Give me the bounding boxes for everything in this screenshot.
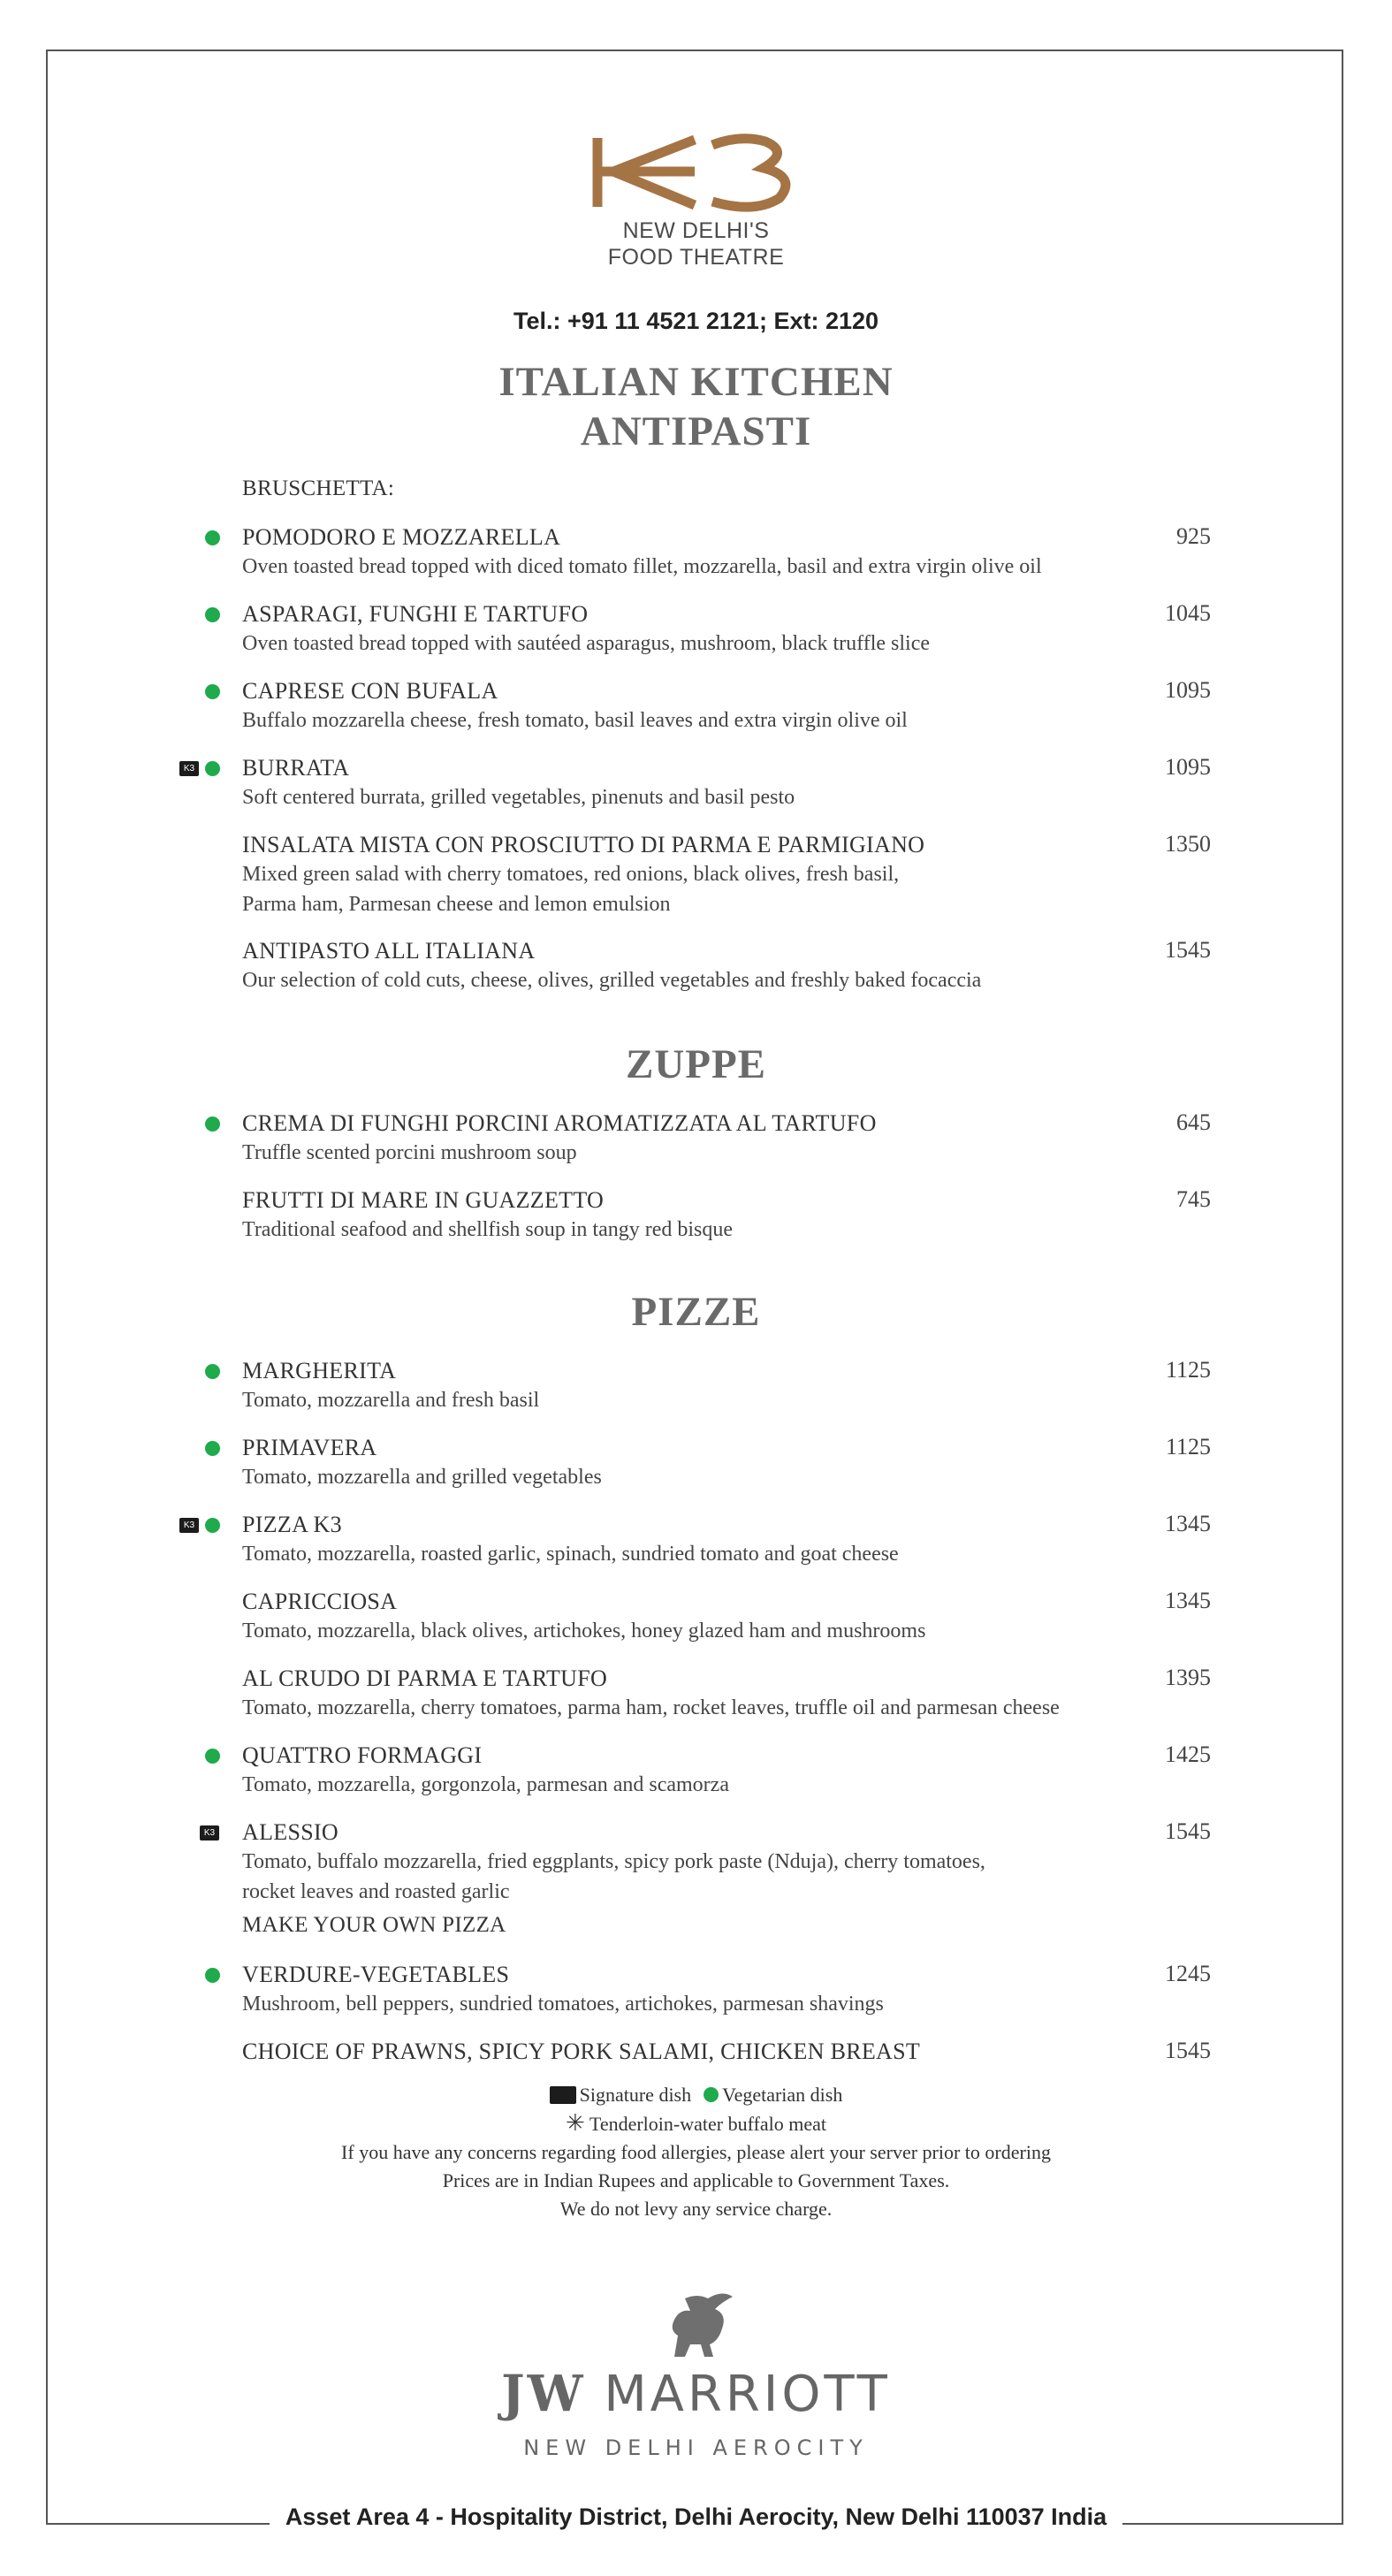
menu-item: [242, 600, 1211, 659]
menu-item-description: Tomato, mozzarella, roasted garlic, spinach, sundried tomato and goat cheese: [242, 1543, 899, 1566]
menu-item-name: INSALATA MISTA CON PROSCIUTTO DI PARMA E PARMIGIANO: [242, 832, 925, 857]
menu-item-price: 925: [1176, 523, 1211, 549]
menu-item-name: CAPRESE CON BUFALA: [242, 678, 498, 704]
pizze-title: PIZZE: [631, 1289, 761, 1335]
menu-item-description: Tomato, mozzarella and fresh basil: [242, 1389, 540, 1412]
menu-item-description: Tomato, mozzarella, cherry tomatoes, parma ham, rocket leaves, truffle oil and parmesan cheese: [242, 1696, 1060, 1719]
asterisk-icon: ✳: [566, 2109, 585, 2136]
buffalo-note-text: Tenderloin-water buffalo meat: [589, 2112, 826, 2135]
service-note: We do not levy any service charge.: [559, 2197, 833, 2220]
menu-item: [242, 1186, 1211, 1245]
brand-name: [0, 2365, 1392, 2423]
menu-item-price: 1545: [1165, 1818, 1211, 1844]
buffalo-note: [0, 2109, 1392, 2138]
kitchen-title: ITALIAN KITCHEN: [498, 359, 894, 405]
vegetarian-icon: [205, 761, 220, 776]
menu-item-price: 1125: [1165, 1434, 1211, 1459]
menu-item-name: POMODORO E MOZZARELLA: [242, 524, 561, 550]
menu-item-price: 1545: [1165, 2038, 1211, 2063]
menu-item: [242, 1665, 1211, 1723]
menu-item-description: Traditional seafood and shellfish soup in tangy red bisque: [242, 1218, 734, 1241]
menu-item-name: CAPRICCIOSA: [242, 1589, 398, 1614]
menu-item: [242, 937, 1211, 995]
menu-item: [242, 1434, 1211, 1492]
signature-icon-mark: K3: [183, 1520, 195, 1530]
vegetarian-icon: [205, 530, 220, 545]
menu-item-name: VERDURE-VEGETABLES: [242, 1962, 510, 1987]
telephone-number: Tel.: +91 11 4521 2121; Ext: 2120: [513, 308, 879, 334]
menu-item-price: 1350: [1165, 831, 1211, 857]
menu-item-name: FRUTTI DI MARE IN GUAZZETTO: [242, 1187, 605, 1213]
menu-item-name: ALESSIO: [242, 1819, 338, 1845]
vegetarian-icon: [205, 684, 220, 699]
menu-item-name: CHOICE OF PRAWNS, SPICY PORK SALAMI, CHICKEN BREAST: [242, 2039, 921, 2064]
menu-item: [242, 831, 1211, 919]
brand-marriott: MARRIOTT: [604, 2366, 891, 2423]
address-bar: [0, 2504, 1392, 2531]
menu-item: [242, 1109, 1211, 1168]
menu-item-name: BURRATA: [242, 755, 350, 781]
signature-icon: [179, 1518, 199, 1533]
menu-item-name: AL CRUDO DI PARMA E TARTUFO: [242, 1665, 608, 1691]
vegetarian-icon: [205, 1518, 220, 1533]
make-your-own-heading: MAKE YOUR OWN PIZZA: [242, 1913, 506, 1937]
menu-item-description: Truffle scented porcini mushroom soup: [242, 1141, 577, 1164]
signature-label: Signature dish: [579, 2083, 692, 2106]
menu-item: [242, 523, 1211, 582]
legend: [0, 2079, 1392, 2109]
menu-item-name: ANTIPASTO ALL ITALIANA: [242, 938, 536, 964]
menu-item: [242, 1357, 1211, 1415]
tagline-line-1: NEW DELHI'S: [622, 218, 770, 243]
signature-icon-mark: K3: [183, 764, 195, 774]
tagline-line-2: FOOD THEATRE: [607, 245, 785, 270]
menu-item-name: CREMA DI FUNGHI PORCINI AROMATIZZATA AL TARTUFO: [242, 1110, 877, 1136]
menu-item-name: PIZZA K3: [242, 1512, 342, 1537]
menu-item-name: MARGHERITA: [242, 1358, 397, 1383]
k3-logo: [590, 133, 802, 212]
menu-item-price: 1095: [1165, 677, 1211, 703]
menu-item: [242, 1961, 1211, 2019]
signature-icon: [179, 761, 199, 776]
jw-marriott-branding: [0, 2290, 1392, 2460]
signature-icon: [200, 1825, 219, 1841]
menu-item-description: Tomato, mozzarella, black olives, artichokes, honey glazed ham and mushrooms: [242, 1620, 926, 1642]
menu-item: [242, 1818, 1211, 1907]
menu-item-description: Oven toasted bread topped with diced tomato fillet, mozzarella, basil and extra virgin olive oil: [242, 555, 1042, 578]
zuppe-title: ZUPPE: [625, 1041, 767, 1087]
brand-bold: JW: [501, 2365, 586, 2423]
vegetarian-icon: [205, 1364, 220, 1379]
menu-item: [242, 2038, 1211, 2066]
price-note: Prices are in Indian Rupees and applicable to Government Taxes.: [442, 2168, 950, 2191]
menu-item-description: Tomato, mozzarella and grilled vegetables: [242, 1466, 602, 1489]
griffin-icon: [657, 2290, 736, 2360]
vegetarian-icon: [205, 1968, 220, 1983]
signature-icon: [550, 2086, 576, 2104]
menu-item-price: 1545: [1165, 937, 1211, 963]
menu-item-name: QUATTRO FORMAGGI: [242, 1742, 483, 1768]
menu-item-description: Mixed green salad with cherry tomatoes, red onions, black olives, fresh basil,: [242, 863, 900, 886]
menu-item: [242, 677, 1211, 735]
menu-item-price: 1095: [1165, 754, 1211, 780]
menu-item: [242, 1588, 1211, 1646]
menu-item-price: 1125: [1165, 1357, 1211, 1383]
menu-item: [242, 754, 1211, 812]
menu-item-price: 1345: [1165, 1511, 1211, 1536]
antipasti-title: ANTIPASTI: [580, 408, 812, 454]
bruschetta-subheading: BRUSCHETTA:: [242, 476, 395, 500]
menu-item-description: Oven toasted bread topped with sautéed asparagus, mushroom, black truffle slice: [242, 632, 930, 655]
vegetarian-icon: [205, 1749, 220, 1764]
menu-item: [242, 1511, 1211, 1569]
vegetarian-icon: [205, 607, 220, 622]
menu-header: [0, 133, 1392, 335]
menu-item: [242, 1741, 1211, 1800]
menu-item-description: Our selection of cold cuts, cheese, olives, grilled vegetables and freshly baked focaccia: [242, 969, 982, 992]
menu-item-description: Tomato, buffalo mozzarella, fried eggplants, spicy pork paste (Nduja), cherry tomatoes,: [242, 1850, 985, 1873]
brand-location: NEW DELHI AEROCITY: [523, 2435, 869, 2460]
vegetarian-icon: [205, 1117, 220, 1132]
menu-item-name: PRIMAVERA: [242, 1435, 377, 1460]
menu-item-price: 1345: [1165, 1588, 1211, 1613]
menu-item-description: Parma ham, Parmesan cheese and lemon emulsion: [242, 893, 671, 916]
menu-notes: [0, 2079, 1392, 2223]
menu-item-description: Mushroom, bell peppers, sundried tomatoes, artichokes, parmesan shavings: [242, 1993, 884, 2016]
address-text: Asset Area 4 - Hospitality District, Delhi Aerocity, New Delhi 110037 India: [270, 2504, 1122, 2530]
menu-item-description: Buffalo mozzarella cheese, fresh tomato, basil leaves and extra virgin olive oil: [242, 709, 908, 732]
menu-item-name: ASPARAGI, FUNGHI E TARTUFO: [242, 601, 589, 627]
menu-item-price: 1245: [1165, 1961, 1211, 1986]
menu-item-price: 1425: [1165, 1741, 1211, 1767]
menu-item-price: 745: [1176, 1186, 1211, 1212]
menu-item-price: 1045: [1165, 600, 1211, 626]
vegetarian-icon: [704, 2087, 719, 2102]
menu-item-price: 645: [1176, 1109, 1211, 1135]
menu-item-price: 1395: [1165, 1665, 1211, 1690]
menu-item-description: Tomato, mozzarella, gorgonzola, parmesan and scamorza: [242, 1773, 729, 1796]
vegetarian-label: Vegetarian dish: [722, 2083, 843, 2106]
signature-icon-mark: K3: [203, 1828, 216, 1838]
menu-item-description: Soft centered burrata, grilled vegetables, pinenuts and basil pesto: [242, 786, 795, 809]
vegetarian-icon: [205, 1441, 220, 1456]
menu-item-description: rocket leaves and roasted garlic: [242, 1880, 510, 1903]
allergy-note: If you have any concerns regarding food allergies, please alert your server prior to ordering: [341, 2140, 1051, 2163]
